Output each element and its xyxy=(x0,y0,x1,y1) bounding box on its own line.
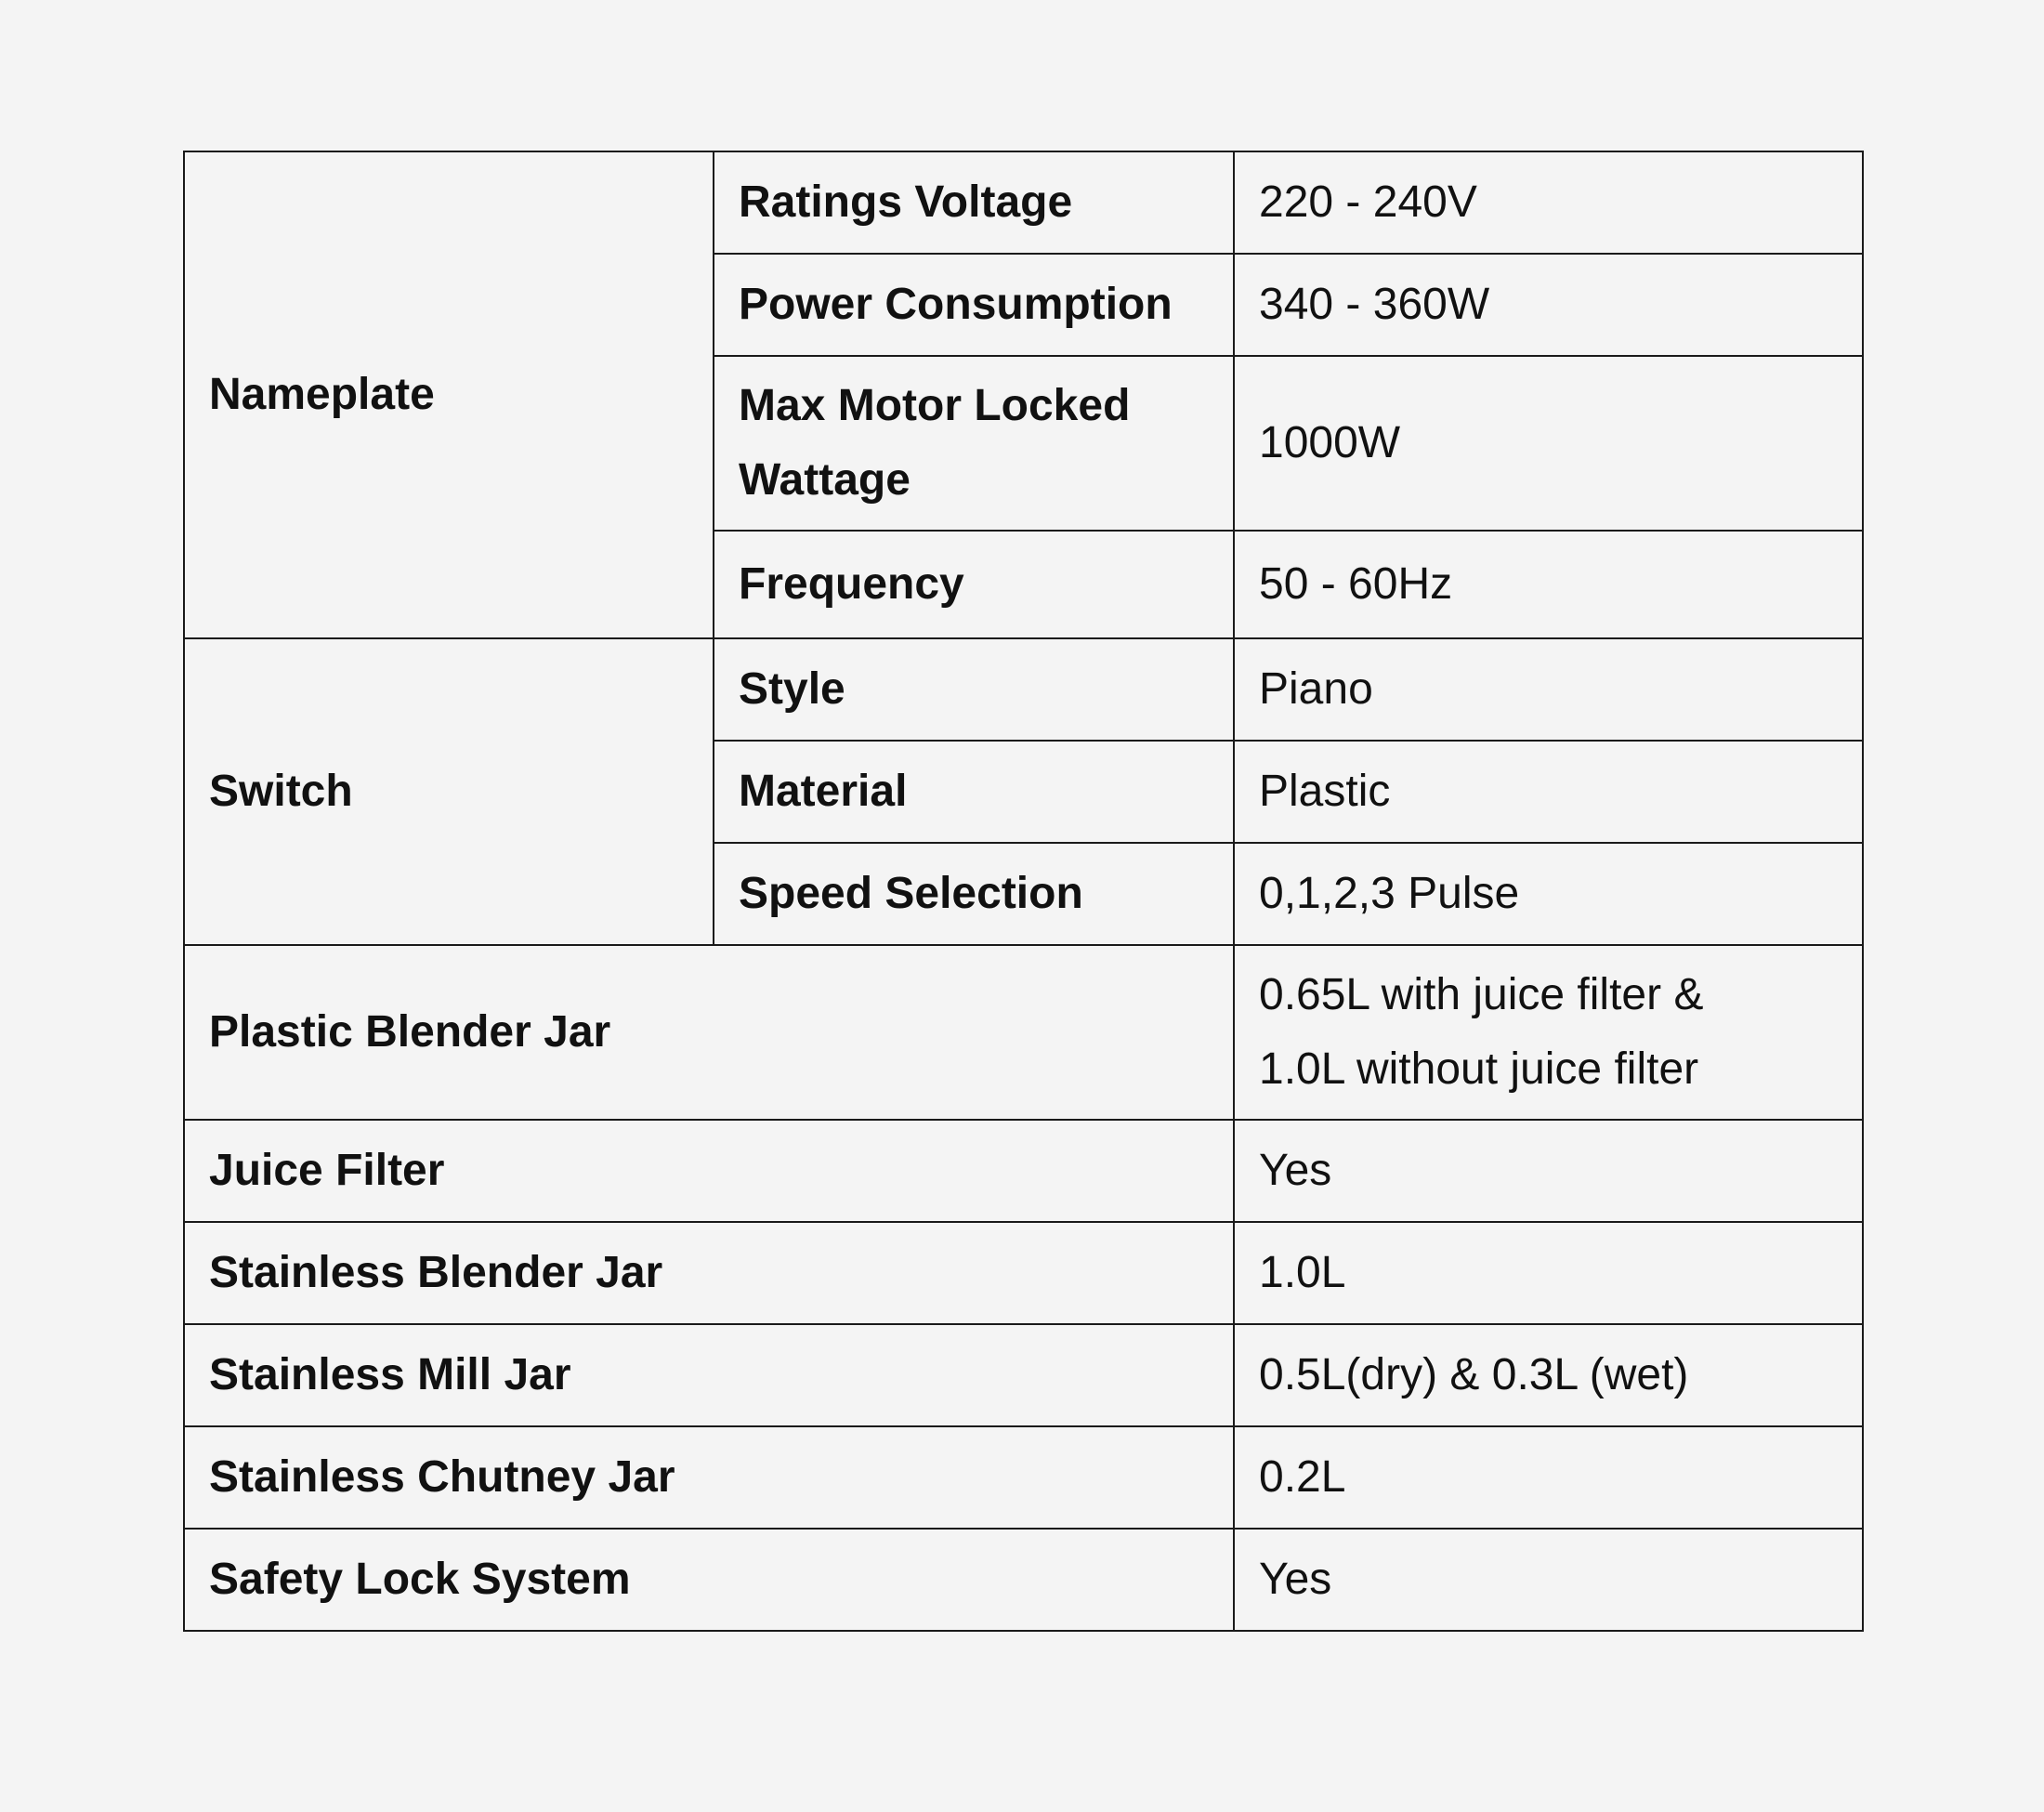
item-value: 0.2L xyxy=(1234,1426,1863,1529)
item-value xyxy=(1234,945,1863,1120)
table-row xyxy=(184,1324,1863,1426)
item-label: Plastic Blender Jar xyxy=(184,945,1234,1120)
item-label: Stainless Chutney Jar xyxy=(184,1426,1234,1529)
spec-label: Material xyxy=(714,741,1234,843)
spec-value: Piano xyxy=(1234,638,1863,741)
spec-label: Max Motor Locked Wattage xyxy=(714,356,1234,531)
spec-label: Ratings Voltage xyxy=(714,151,1234,254)
spec-value: 50 - 60Hz xyxy=(1234,531,1863,638)
group-label-nameplate: Nameplate xyxy=(184,151,714,638)
table-row xyxy=(184,1222,1863,1324)
item-label: Stainless Blender Jar xyxy=(184,1222,1234,1324)
item-value-line: 0.65L with juice filter & xyxy=(1259,970,1704,1019)
spec-label: Power Consumption xyxy=(714,254,1234,356)
table-row xyxy=(184,945,1863,1120)
item-value: 1.0L xyxy=(1234,1222,1863,1324)
group-label-switch: Switch xyxy=(184,638,714,945)
spec-label: Frequency xyxy=(714,531,1234,638)
table-row xyxy=(184,1120,1863,1222)
spec-value: 0,1,2,3 Pulse xyxy=(1234,843,1863,945)
table-row xyxy=(184,1529,1863,1631)
table-row xyxy=(184,638,1863,741)
item-value-line: 1.0L without juice filter xyxy=(1259,1044,1699,1094)
item-label: Juice Filter xyxy=(184,1120,1234,1222)
item-value: Yes xyxy=(1234,1529,1863,1631)
spec-label: Speed Selection xyxy=(714,843,1234,945)
spec-value: Plastic xyxy=(1234,741,1863,843)
specifications-table xyxy=(183,151,1864,1632)
table-row xyxy=(184,151,1863,254)
spec-value: 340 - 360W xyxy=(1234,254,1863,356)
item-value: 0.5L(dry) & 0.3L (wet) xyxy=(1234,1324,1863,1426)
item-value: Yes xyxy=(1234,1120,1863,1222)
spec-value: 220 - 240V xyxy=(1234,151,1863,254)
table-row xyxy=(184,1426,1863,1529)
spec-label: Style xyxy=(714,638,1234,741)
item-label: Stainless Mill Jar xyxy=(184,1324,1234,1426)
spec-value: 1000W xyxy=(1234,356,1863,531)
item-label: Safety Lock System xyxy=(184,1529,1234,1631)
